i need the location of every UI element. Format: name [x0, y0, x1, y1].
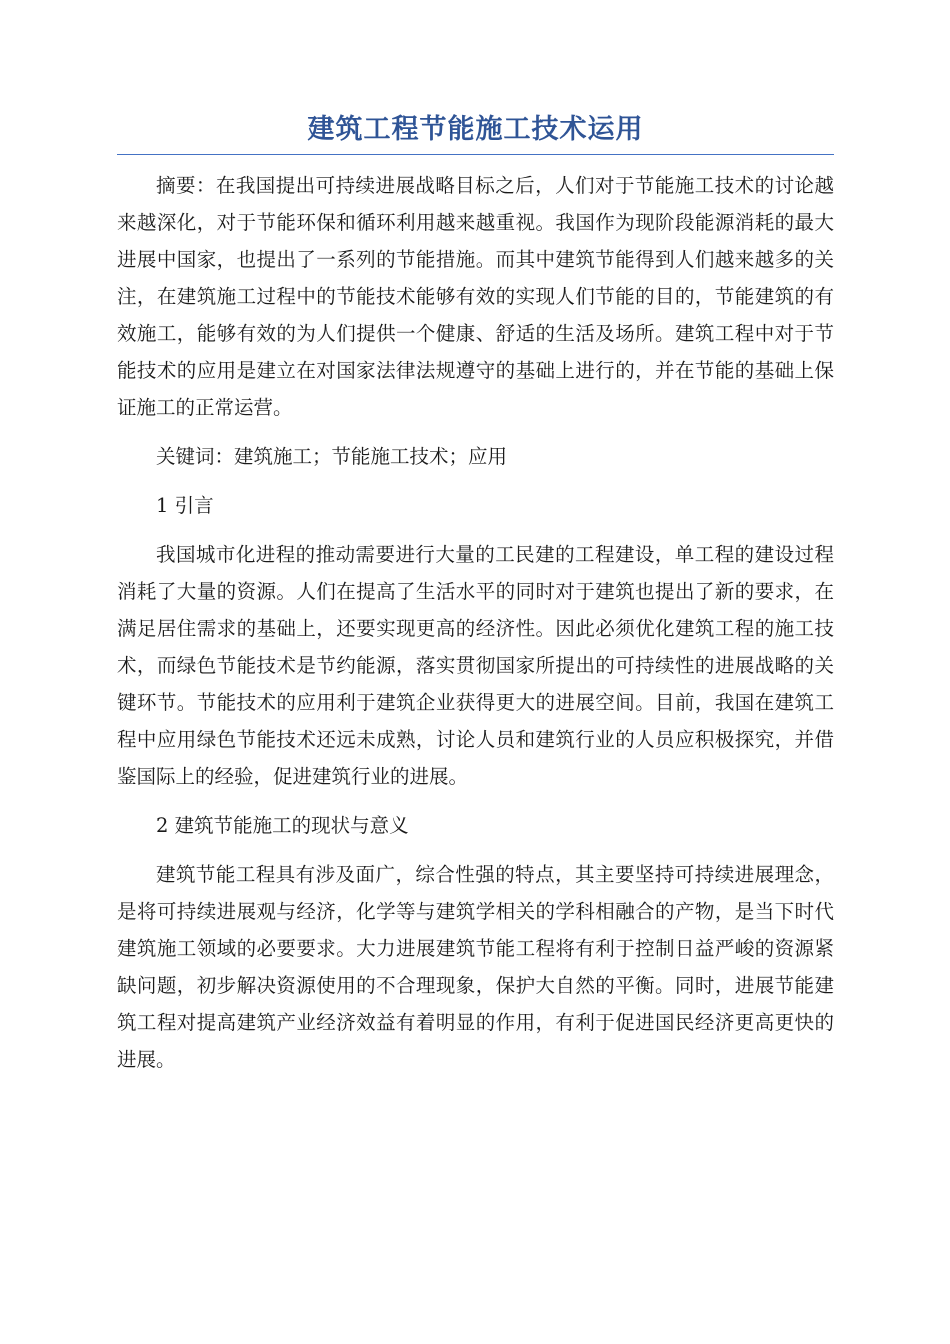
title-underline — [117, 154, 834, 155]
section-2-paragraph: 建筑节能工程具有涉及面广，综合性强的特点，其主要坚持可持续进展理念，是将可持续进展观与经济，化学等与建筑学相关的学科相融合的产物，是当下时代建筑施工领域的必要要求。大力进展建筑节能工程将有利于控制日益严峻的资源紧缺问题，初步解决资源使用的不合理现象，保护大自然的平衡。同时，进展节能建筑工程对提高建筑产业经济效益有着明显的作用，有利于促进国民经济更高更快的进展。 — [117, 863, 834, 1071]
section-1-paragraph: 我国城市化进程的推动需要进行大量的工民建的工程建设，单工程的建设过程消耗了大量的资源。人们在提高了生活水平的同时对于建筑也提出了新的要求，在满足居住需求的基础上，还要实现更高的经济性。因此必须优化建筑工程的施工技术，而绿色节能技术是节约能源，落实贯彻国家所提出的可持续性的进展战略的关键环节。节能技术的应用利于建筑企业获得更大的进展空间。目前，我国在建筑工程中应用绿色节能技术还远未成熟，讨论人员和建筑行业的人员应积极探究，并借鉴国际上的经验，促进建筑行业的进展。 — [117, 543, 834, 788]
abstract-paragraph: 摘要：在我国提出可持续进展战略目标之后，人们对于节能施工技术的讨论越来越深化，对于节能环保和循环利用越来越重视。我国作为现阶段能源消耗的最大进展中国家，也提出了一系列的节能措施。而其中建筑节能得到人们越来越多的关注，在建筑施工过程中的节能技术能够有效的实现人们节能的目的，节能建筑的有效施工，能够有效的为人们提供一个健康、舒适的生活及场所。建筑工程中对于节能技术的应用是建立在对国家法律法规遵守的基础上进行的，并在节能的基础上保证施工的正常运营。 — [117, 174, 834, 419]
keywords-line: 关键词：建筑施工；节能施工技术；应用 — [156, 445, 508, 468]
document-title: 建筑工程节能施工技术运用 — [307, 114, 644, 145]
section-2-heading: 2 建筑节能施工的现状与意义 — [156, 814, 409, 837]
section-1-heading: 1 引言 — [156, 494, 214, 517]
document-page — [117, 110, 834, 1090]
